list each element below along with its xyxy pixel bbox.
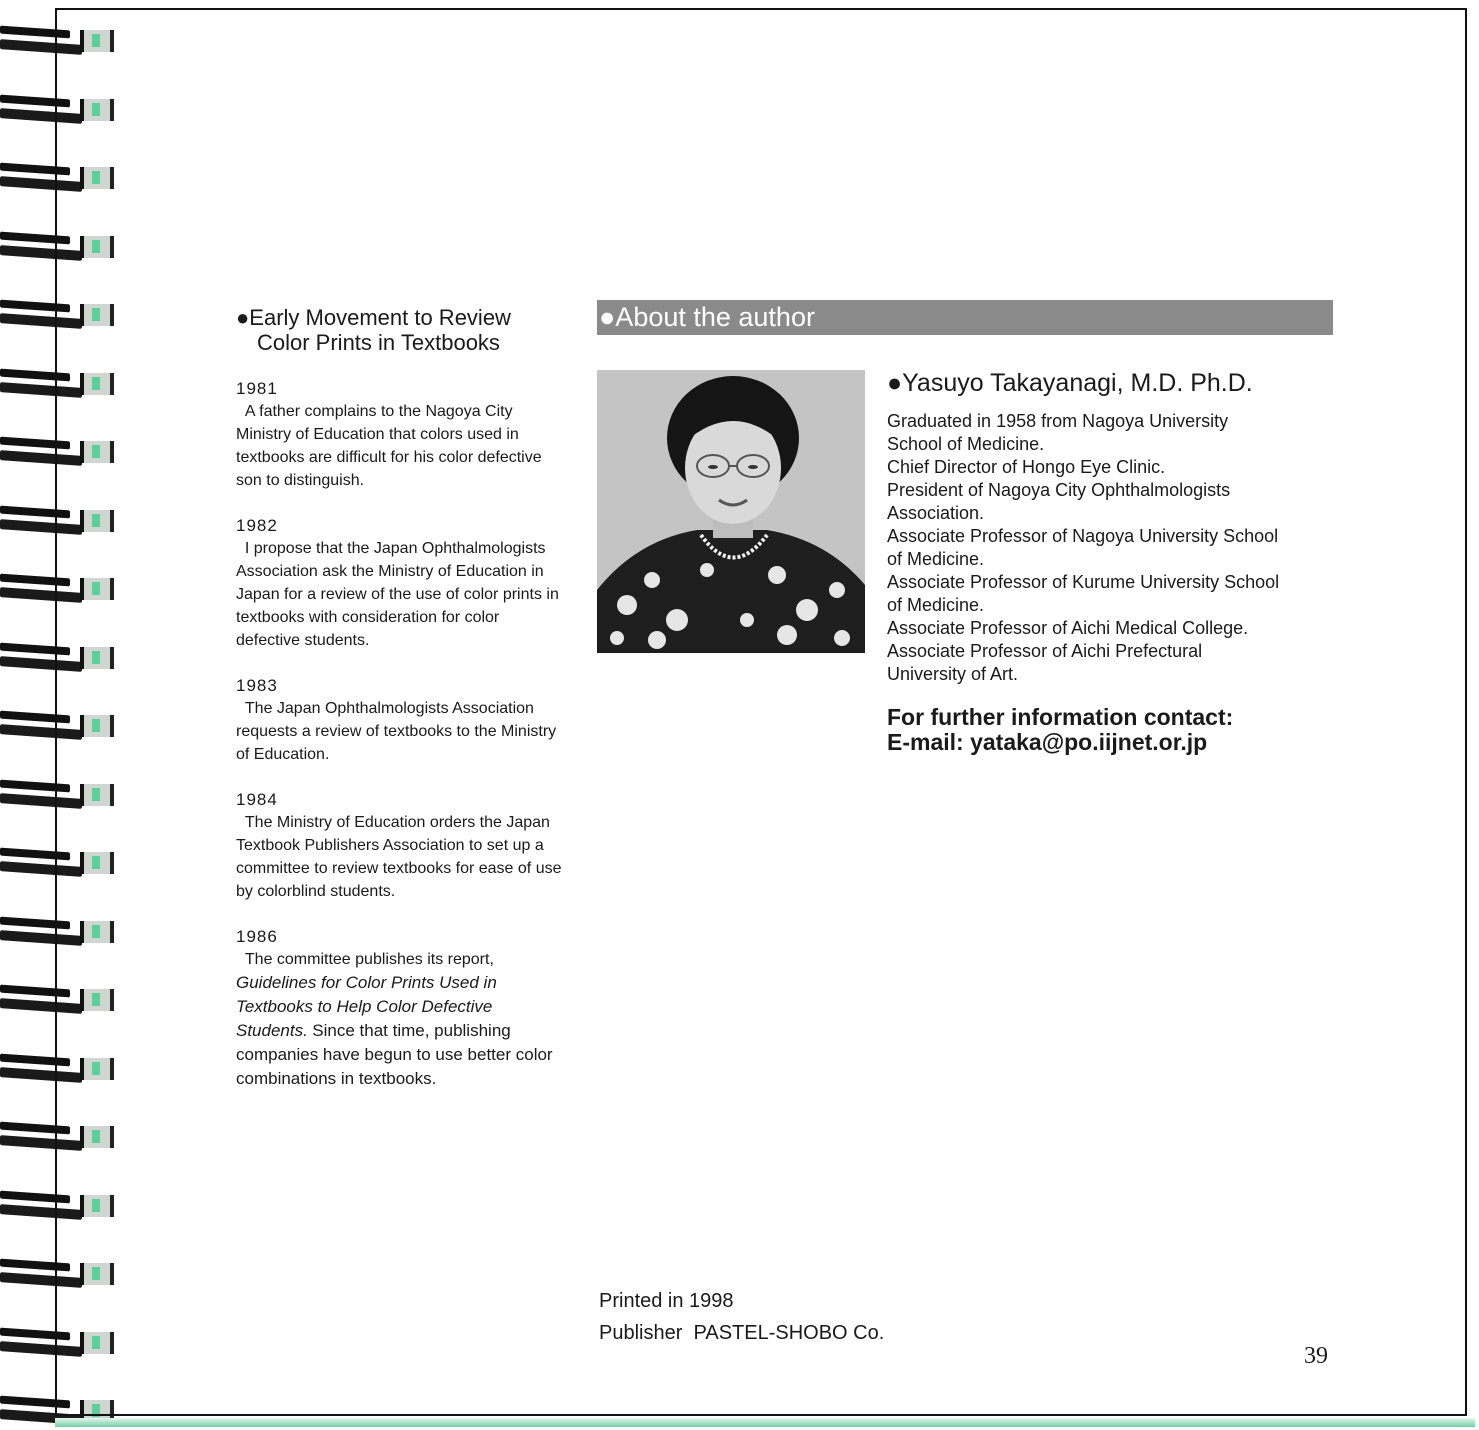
bio-line: Association.: [887, 503, 985, 523]
bio-line: University of Art.: [887, 664, 1019, 684]
bio-line: Associate Professor of Nagoya University School: [887, 526, 1279, 546]
contact-email: E-mail: yataka@po.iijnet.or.jp: [887, 729, 1208, 755]
early-movement-section: [236, 305, 566, 1113]
author-portrait-image: [597, 370, 865, 653]
author-bio: [887, 410, 1357, 686]
bio-line: Associate Professor of Kurume University School: [887, 572, 1280, 592]
contact-info: [887, 705, 1407, 755]
bio-line: Chief Director of Hongo Eye Clinic.: [887, 457, 1166, 477]
bio-line: of Medicine.: [887, 595, 985, 615]
author-photo: [597, 370, 865, 653]
timeline-year: 1986: [236, 927, 278, 946]
page-number: 39: [1304, 1343, 1328, 1369]
bio-line: President of Nagoya City Ophthalmologists: [887, 480, 1231, 500]
report-outcome: Since that time, publishing companies have begun to use better color combinations in textbooks.: [236, 1021, 553, 1088]
timeline-year: 1983: [236, 676, 278, 695]
timeline-entry: [236, 377, 566, 492]
section-title-line2: Color Prints in Textbooks: [257, 330, 500, 355]
printed-year: Printed in 1998: [599, 1290, 734, 1312]
publisher: Publisher PASTEL-SHOBO Co.: [599, 1322, 885, 1344]
author-info: [887, 368, 1357, 686]
timeline-text: [236, 948, 566, 1091]
bio-line: School of Medicine.: [887, 434, 1045, 454]
timeline-entry: [236, 674, 566, 766]
timeline-year: 1984: [236, 790, 278, 809]
section-title: [236, 305, 566, 355]
page-bottom-edge: [55, 1418, 1475, 1427]
timeline-text: I propose that the Japan Ophthalmologists Association ask the Ministry of Education in Japan for a review of the use of color prints in textbooks with consideration for color defective students.: [236, 540, 559, 649]
report-intro: The committee publishes its report,: [236, 951, 494, 968]
timeline-text: The Japan Ophthalmologists Association requests a review of textbooks to the Ministry of Education.: [236, 700, 557, 763]
about-author-header: ●About the author: [597, 300, 1333, 335]
timeline-text: The Ministry of Education orders the Japan Textbook Publishers Association to set up a committee to review textbooks for ease of use by colorblind students.: [236, 814, 562, 900]
author-name: ●Yasuyo Takayanagi, M.D. Ph.D.: [887, 369, 1253, 397]
section-title-line1: ●Early Movement to Review: [236, 305, 511, 330]
timeline-entry: [236, 514, 566, 652]
colophon: [599, 1285, 884, 1349]
timeline-entry: [236, 788, 566, 903]
bio-line: Associate Professor of Aichi Prefectural: [887, 641, 1203, 661]
timeline-entry-last: [236, 925, 566, 1091]
timeline-text: A father complains to the Nagoya City Ministry of Education that colors used in textbooks are difficult for his color defective son to distinguish.: [236, 403, 542, 489]
report-title: Guidelines for Color Prints Used in Textbooks to Help Color Defective Students.: [236, 973, 497, 1040]
timeline: [236, 377, 566, 1091]
timeline-year: 1982: [236, 516, 278, 535]
contact-heading: For further information contact:: [887, 704, 1234, 730]
bio-line: Graduated in 1958 from Nagoya University: [887, 411, 1229, 431]
bio-line: of Medicine.: [887, 549, 985, 569]
bio-line: Associate Professor of Aichi Medical College.: [887, 618, 1249, 638]
page-left-edge: [55, 8, 57, 1416]
timeline-year: 1981: [236, 379, 278, 398]
